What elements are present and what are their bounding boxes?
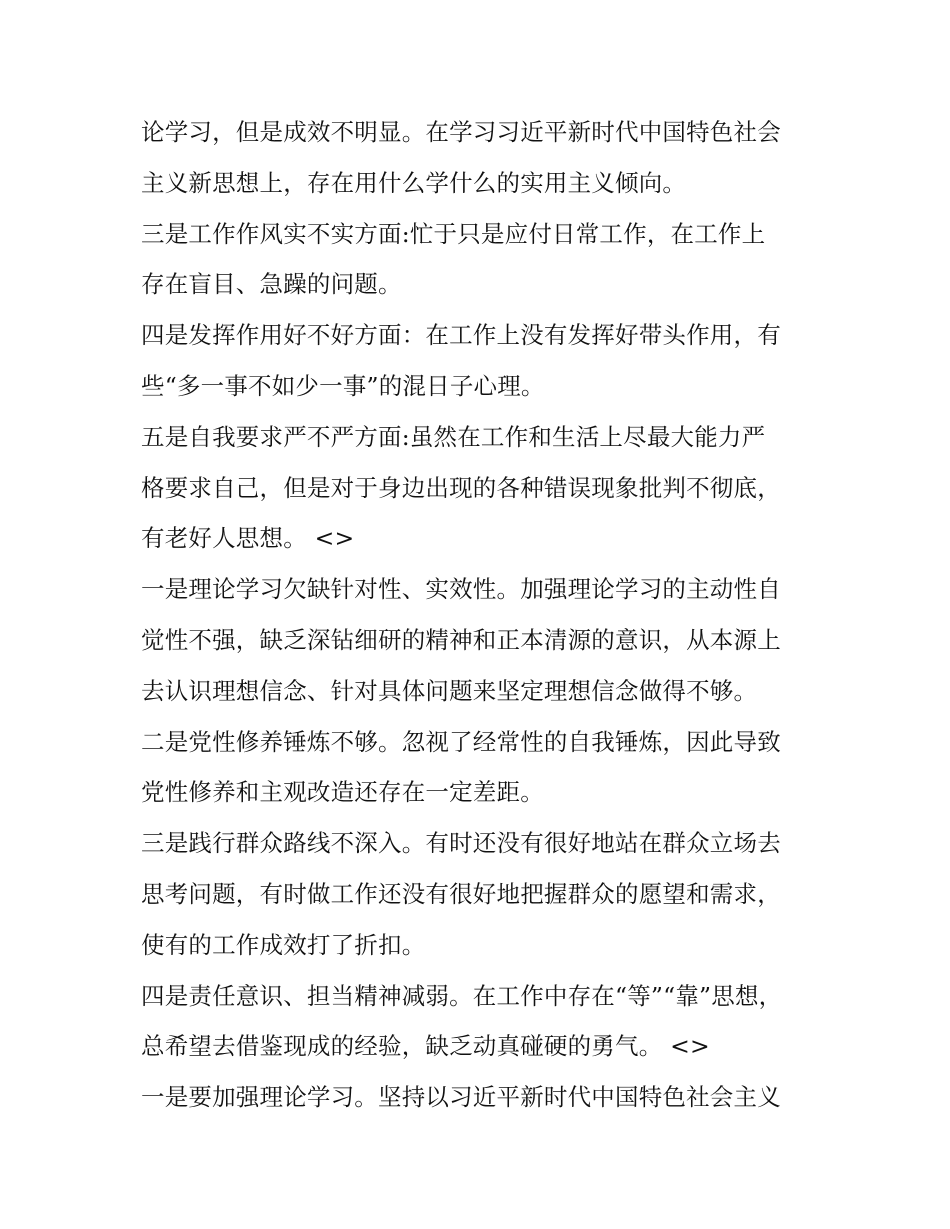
- text-line: 四是责任意识、担当精神减弱。在工作中存在“等”“靠”思想，: [141, 981, 783, 1010]
- text-line: 去认识理想信念、针对具体问题来坚定理想信念做得不够。: [141, 676, 758, 705]
- body-text: [141, 107, 831, 1123]
- text-line: 有老好人思想。 <>: [141, 524, 355, 553]
- text-line: 三是践行群众路线不深入。有时还没有很好地站在群众立场去: [141, 829, 781, 858]
- text-line: 二是党性修养锤炼不够。忽视了经常性的自我锤炼，因此导致: [141, 727, 781, 756]
- text-line: 四是发挥作用好不好方面：在工作上没有发挥好带头作用，有: [141, 321, 781, 350]
- text-line: 主义新思想上，存在用什么学什么的实用主义倾向。: [141, 168, 687, 197]
- text-line: 格要求自己，但是对于身边出现的各种错误现象批判不彻底，: [141, 473, 781, 502]
- text-line: 使有的工作成效打了折扣。: [141, 930, 426, 959]
- text-line: 一是要加强理论学习。坚持以习近平新时代中国特色社会主义: [141, 1083, 781, 1112]
- text-line: 党性修养和主观改造还存在一定差距。: [141, 778, 544, 807]
- text-line: 一是理论学习欠缺针对性、实效性。加强理论学习的主动性自: [141, 575, 781, 604]
- text-line: 论学习，但是成效不明显。在学习习近平新时代中国特色社会: [141, 118, 781, 146]
- text-line: 觉性不强，缺乏深钻细研的精神和正本清源的意识，从本源上: [141, 625, 781, 654]
- text-line: 总希望去借鉴现成的经验，缺乏动真碰硬的勇气。 <>: [141, 1032, 710, 1061]
- text-line: 些“多一事不如少一事”的混日子心理。: [141, 371, 545, 400]
- text-line: 三是工作作风实不实方面:忙于只是应付日常工作，在工作上: [141, 219, 766, 248]
- text-line: 存在盲目、急躁的问题。: [141, 270, 402, 299]
- text-line: 思考问题，有时做工作还没有很好地把握群众的愿望和需求，: [141, 879, 781, 908]
- text-line: 五是自我要求严不严方面:虽然在工作和生活上尽最大能力严: [141, 422, 766, 451]
